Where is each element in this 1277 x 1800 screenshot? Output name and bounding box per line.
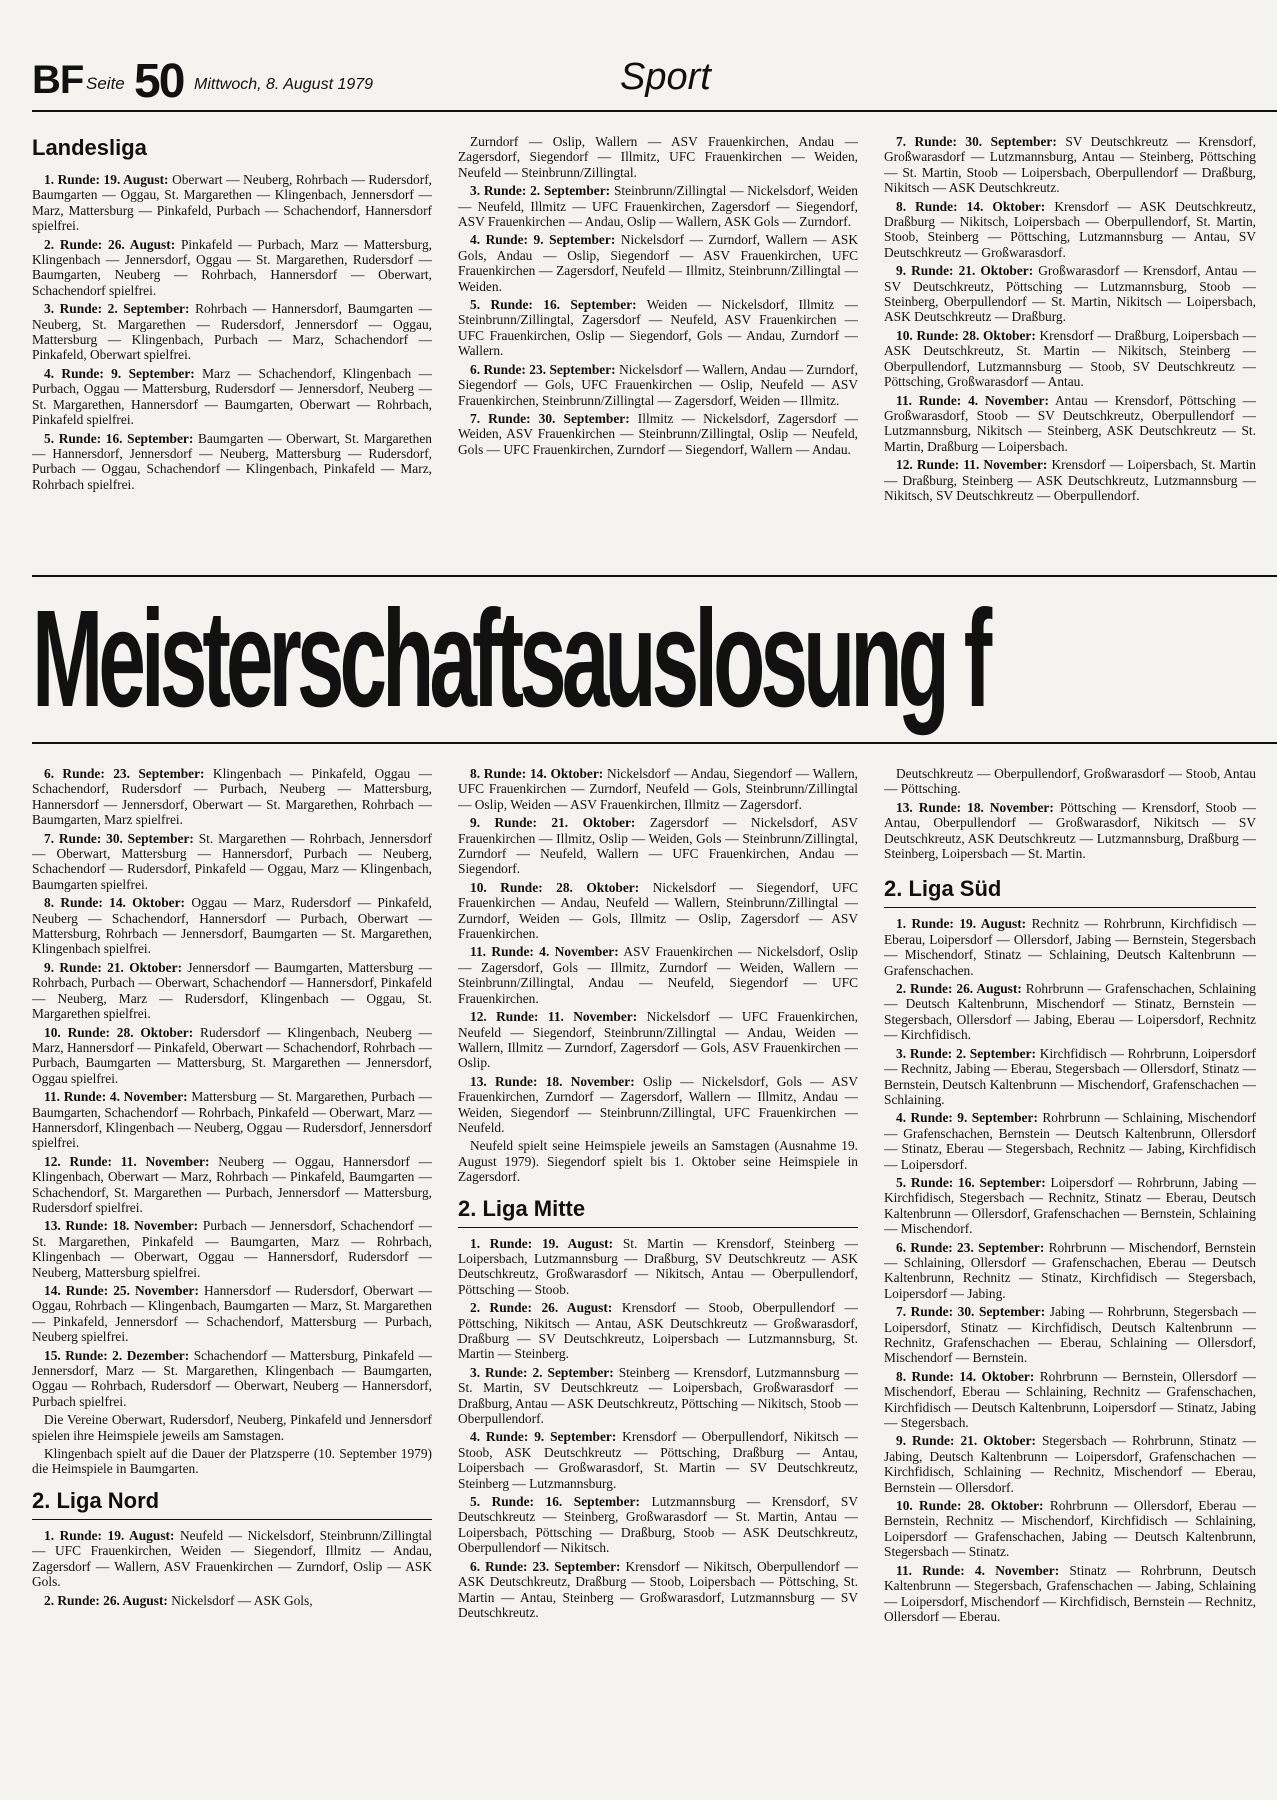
round-label: 6. Runde: 23. September: bbox=[896, 1239, 1045, 1255]
fixture-round bbox=[32, 1089, 432, 1151]
fixture-round bbox=[32, 366, 432, 428]
mitte-sued-column bbox=[884, 766, 1256, 1786]
round-label: 1. Runde: 19. August: bbox=[44, 172, 169, 187]
round-label: 5. Runde: 16. September: bbox=[470, 1494, 640, 1510]
round-label: 13. Runde: 18. November: bbox=[896, 799, 1054, 815]
round-label: 4. Runde: 9. September: bbox=[470, 232, 616, 248]
round-label: 4. Runde: 9. September: bbox=[44, 365, 195, 381]
round-fixtures: Weiden — Nickelsdorf, Illmitz — Steinbrunn/Zillingtal, Zagersdorf — Neufeld, ASV Frauenkirchen — UFC Frauenkirchen, Oslip — Siegendorf, Gols — Andau, Zurndorf — Wallern. bbox=[458, 297, 858, 359]
fixture-round bbox=[32, 1025, 432, 1087]
fixture-round bbox=[32, 431, 432, 493]
liga-nord-heading: 2. Liga Nord bbox=[32, 1487, 432, 1520]
round-fixtures: Krensdorf — Oberpullendorf, Nikitsch — Stoob, ASK Deutschkreutz — Pöttsching, Draßburg — Antau, Loipersbach — Großwarasdorf, St. Martin — SV Deutschkreutz, Steinberg — Lutzmannsburg. bbox=[458, 1429, 858, 1491]
round-fixtures: Rohrbrunn — Ollersdorf, Eberau — Bernstein, Rechnitz — Mischendorf, Kirchfidisch — Schlaining, Loipersdorf — Grafenschachen, Jabing — Deutsch Kaltenbrunn, Stegersbach — Stinatz. bbox=[884, 1498, 1256, 1560]
round-fixtures: Mattersburg — St. Margarethen, Purbach — Baumgarten, Schachendorf — Rohrbach, Pinkafeld — Oberwart, Marz — Hannersdorf, Klingenbach — Neuberg, Oggau — Rudersdorf, Jennersdorf spielfrei. bbox=[32, 1089, 432, 1151]
fixture-round bbox=[884, 1563, 1256, 1625]
round-label: 4. Runde: 9. September: bbox=[896, 1110, 1038, 1126]
nord-column-top bbox=[458, 134, 858, 556]
fixture-round bbox=[458, 1009, 858, 1071]
round-fixtures: Krensdorf — ASK Deutschkreutz, Draßburg — Nikitsch, Loipersbach — Oberpullendorf, St. Martin, Stoob, Steinberg — Pöttsching, Lutzmannsburg — Antau, SV Deutschkreutz — Großwarasdorf. bbox=[884, 198, 1256, 260]
liga-sued-heading: 2. Liga Süd bbox=[884, 875, 1256, 908]
fixture-round bbox=[884, 393, 1256, 455]
round-fixtures: Zagersdorf — Nickelsdorf, ASV Frauenkirchen — Illmitz, Oslip — Weiden, Gols — Steinbrunn/Zillingtal, Zurndorf — Neufeld, Wallern — UFC Frauenkirchen, Andau — Siegendorf. bbox=[458, 815, 858, 877]
round-label: 2. Runde: 26. August: bbox=[44, 1592, 168, 1608]
nord-rounds-top bbox=[458, 134, 858, 457]
round-fixtures: Großwarasdorf — Krensdorf, Antau — SV Deutschkreutz, Pöttsching — Lutzmannsburg, Stoob — Steinberg, Oberpullendorf — St. Martin, Nikitsch — Loipersbach, ASK Deutschkreutz — Draßburg. bbox=[884, 263, 1256, 325]
round-fixtures: St. Martin — Krensdorf, Steinberg — Loipersbach, Lutzmannsburg — Draßburg, SV Deutschkreutz — ASK Deutschkreutz, Großwarasdorf — Nikitsch, Antau — Oberpullendorf, Pöttsching — Stoob. bbox=[458, 1235, 858, 1297]
round-fixtures: Baumgarten — Oberwart, St. Margarethen — Hannersdorf, Jennersdorf — Neuberg, Mattersburg — Rudersdorf, Purbach — Oggau, Schachendorf — Klingenbach, Pinkafeld — Marz, Rohrbach spielfrei. bbox=[32, 430, 432, 492]
round-fixtures: Nickelsdorf — ASK Gols, bbox=[171, 1592, 313, 1608]
round-label: 5. Runde: 16. September: bbox=[44, 430, 194, 446]
headline: Meisterschaftsauslosung f bbox=[32, 584, 988, 736]
round-label: 7. Runde: 30. September: bbox=[44, 830, 194, 846]
fixture-round bbox=[32, 1348, 432, 1410]
round-fixtures: Rohrbach — Hannersdorf, Baumgarten — Neuberg, St. Margarethen — Rudersdorf, Jennersdorf — Oggau, Mattersburg — Klingenbach, Purbach — Marz, Schachendorf — Pinkafeld, Oberwart spielfrei. bbox=[32, 301, 432, 363]
fixture-round bbox=[884, 916, 1256, 978]
fixture-round bbox=[458, 1138, 858, 1184]
round-label: 6. Runde: 23. September: bbox=[44, 766, 205, 781]
round-fixtures: ASV Frauenkirchen — Nickelsdorf, Oslip — Zagersdorf, Gols — Illmitz, Zurndorf — Weiden, Wallern — Steinbrunn/Zillingtal, Andau — Neufeld, Siegendorf — UFC Frauenkirchen. bbox=[458, 944, 858, 1006]
fixture-round bbox=[884, 1110, 1256, 1172]
fixture-round bbox=[884, 457, 1256, 503]
page-number: 50 bbox=[134, 55, 184, 108]
fixture-round bbox=[884, 1369, 1256, 1431]
fixture-round bbox=[458, 1429, 858, 1491]
fixture-round bbox=[884, 263, 1256, 325]
fixture-round bbox=[884, 1046, 1256, 1108]
fixture-round bbox=[884, 1304, 1256, 1366]
fixture-round bbox=[32, 1412, 432, 1443]
round-label: 4. Runde: 9. September: bbox=[470, 1429, 617, 1445]
round-label: 7. Runde: 30. September: bbox=[896, 1304, 1046, 1320]
round-fixtures: Klingenbach spielt auf die Dauer der Platzsperre (10. September 1979) die Heimspiele in Baumgarten. bbox=[32, 1446, 432, 1477]
round-label: 9. Runde: 21. Oktober: bbox=[896, 263, 1034, 279]
mitte-rounds-bottom bbox=[458, 1236, 858, 1621]
round-label: 1. Runde: 19. August: bbox=[896, 916, 1027, 932]
round-fixtures: Neuberg — Oggau, Hannersdorf — Klingenbach, Oberwart — Marz, Rohrbach — Pinkafeld, Baumgarten — Schachendorf, St. Margarethen — Purbach, Jennersdorf — Mattersburg, Rudersdorf spielfrei. bbox=[32, 1153, 432, 1215]
round-fixtures: Zurndorf — Oslip, Wallern — ASV Frauenkirchen, Andau — Zagersdorf, Siegendorf — Illmitz, UFC Frauenkirchen — Weiden, Neufeld — Steinbrunn/Zillingtal. bbox=[458, 134, 858, 180]
round-fixtures: Rohrbrunn — Bernstein, Ollersdorf — Mischendorf, Eberau — Schlaining, Rechnitz — Grafenschachen, Kirchfidisch — Deutsch Kaltenbrunn, Loipersdorf — Stinatz, Jabing — Stegersbach. bbox=[884, 1368, 1256, 1431]
round-fixtures: Illmitz — Nickelsdorf, Zagersdorf — Weiden, ASV Frauenkirchen — Steinbrunn/Zillingtal, Oslip — Neufeld, Gols — UFC Frauenkirchen, Zurndorf — Siegendorf, Wallern — Andau. bbox=[458, 410, 858, 457]
headline-rule-top bbox=[32, 575, 1277, 577]
fixture-round bbox=[884, 1433, 1256, 1495]
newspaper-logo: BF bbox=[32, 58, 84, 102]
fixture-round bbox=[458, 1236, 858, 1298]
round-label: 11. Runde: 4. November: bbox=[896, 1562, 1060, 1578]
round-label: 9. Runde: 21. Oktober: bbox=[44, 959, 183, 975]
mitte-rounds-end bbox=[884, 766, 1256, 861]
fixture-round bbox=[458, 1074, 858, 1136]
round-fixtures: Stinatz — Rohrbrunn, Deutsch Kaltenbrunn — Stegersbach, Grafenschachen — Jabing, Schlaining — Loipersdorf, Mischendorf — Kirchfidisch, Bernstein — Rechnitz, Ollersdorf — Eberau. bbox=[884, 1562, 1256, 1624]
round-label: 2. Runde: 26. August: bbox=[896, 981, 1022, 997]
round-fixtures: Lutzmannsburg — Krensdorf, SV Deutschkreutz — Steinberg, Großwarasdorf — St. Martin, Antau — Loipersbach, Pöttsching — Draßburg, Stoob — ASK Deutschkreutz, Oberpullendorf — Nikitsch. bbox=[458, 1494, 858, 1556]
round-fixtures: Neufeld — Nickelsdorf, Steinbrunn/Zillingtal — UFC Frauenkirchen, Weiden — Siegendorf, Illmitz — Andau, Zagersdorf — Wallern, ASV Frauenkirchen — Zurndorf, Oslip — ASK Gols. bbox=[32, 1527, 432, 1590]
round-fixtures: Oslip — Nickelsdorf, Gols — ASV Frauenkirchen, Zurndorf — Zagersdorf, Wallern — Illmitz, Andau — Weiden, Siegendorf — Steinbrunn/Zillingtal, UFC Frauenkirchen — Neufeld. bbox=[458, 1073, 858, 1135]
round-fixtures: Marz — Schachendorf, Klingenbach — Purbach, Oggau — Mattersburg, Rudersdorf — Jennersdorf, Neuberg — St. Margarethen, Hannersdorf — Baumgarten, Oberwart — Rohrbach, Pinkafeld spielfrei. bbox=[32, 365, 432, 428]
round-fixtures: Krensdorf — Nikitsch, Oberpullendorf — ASK Deutschkreutz, Draßburg — Stoob, Loipersbach — Pöttsching, St. Martin — Antau, Steinberg — Großwarasdorf, Lutzmannsburg — SV Deutschkreutz. bbox=[458, 1558, 858, 1620]
round-label: 14. Runde: 25. November: bbox=[44, 1283, 199, 1298]
round-fixtures: Rohrbrunn — Mischendorf, Bernstein — Schlaining, Ollersdorf — Grafenschachen, Eberau — Deutsch Kaltenbrunn, Rechnitz — Stinatz, Kirchfidisch — Stegersbach, Loipersdorf — Jabing. bbox=[884, 1239, 1256, 1301]
round-label: 6. Runde: 23. September: bbox=[470, 361, 616, 377]
fixture-round bbox=[32, 960, 432, 1022]
fixture-round bbox=[32, 172, 432, 234]
round-label: 10. Runde: 28. Oktober: bbox=[44, 1024, 194, 1040]
mitte-column-top bbox=[884, 134, 1256, 556]
landesliga-rounds-bottom bbox=[32, 766, 432, 1477]
round-fixtures: St. Margarethen — Rohrbach, Jennersdorf — Oberwart, Mattersburg — Hannersdorf, Purbach — Neuberg, Schachendorf — Rudersdorf, Pinkafeld — Oggau, Marz — Klingenbach, Baumgarten spielfrei. bbox=[32, 830, 432, 892]
round-fixtures: Oggau — Marz, Rudersdorf — Pinkafeld, Neuberg — Schachendorf, Hannersdorf — Purbach, Oberwart — Mattersburg, Rohrbach — Jennersdorf, Baumgarten — St. Margarethen, Klingenbach spielfrei. bbox=[32, 895, 432, 957]
round-fixtures: Nickelsdorf — Zurndorf, Wallern — ASK Gols, Andau — Oslip, Siegendorf — ASV Frauenkirchen, UFC Frauenkirchen — Zagersdorf, Neufeld — Illmitz, Steinbrunn/Zillingtal — Weiden. bbox=[458, 232, 858, 294]
fixture-round bbox=[32, 1528, 432, 1590]
fixture-round bbox=[32, 1218, 432, 1280]
fixture-round bbox=[884, 800, 1256, 862]
round-label: 1. Runde: 19. August: bbox=[44, 1527, 175, 1543]
fixture-round bbox=[458, 1494, 858, 1556]
fixture-round bbox=[458, 815, 858, 877]
round-fixtures: Nickelsdorf — Wallern, Andau — Zurndorf, Siegendorf — Gols, UFC Frauenkirchen — Oslip, Neufeld — ASV Frauenkirchen, Steinbrunn/Zillingtal — Zagersdorf, Weiden — Illmitz. bbox=[458, 361, 858, 408]
fixture-round bbox=[884, 134, 1256, 196]
headline-rule-bottom bbox=[32, 742, 1277, 744]
round-fixtures: Antau — Krensdorf, Pöttsching — Großwarasdorf, Stoob — SV Deutschkreutz, Oberpullendorf — Lutzmannsburg, Nikitsch — Steinberg, ASK Deutschkreutz — St. Martin, Draßburg — Loipersbach. bbox=[884, 392, 1256, 454]
round-fixtures: Oberwart — Neuberg, Rohrbach — Rudersdorf, Baumgarten — Oggau, St. Margarethen — Klingenbach, Jennersdorf — Marz, Mattersburg — Pinkafeld, Purbach — Schachendorf, Hannersdorf spielfrei. bbox=[32, 172, 432, 234]
round-label: 7. Runde: 30. September: bbox=[470, 410, 630, 426]
round-fixtures: Pinkafeld — Purbach, Marz — Mattersburg, Klingenbach — Jennersdorf, Oggau — St. Margarethen, Rudersdorf — Baumgarten, Neuberg — Rohrbach, Hannersdorf — Oberwart, Schachendorf spielfrei. bbox=[32, 236, 432, 298]
round-fixtures: Klingenbach — Pinkafeld, Oggau — Schachendorf, Rudersdorf — Purbach, Neuberg — Mattersburg, Hannersdorf — Jennersdorf, Oberwart — St. Margarethen, Rohrbach — Baumgarten, Marz spielfrei. bbox=[32, 766, 432, 828]
round-label: 10. Runde: 28. Oktober: bbox=[470, 879, 640, 895]
nord-rounds-bottom bbox=[458, 766, 858, 1185]
round-fixtures: Krensdorf — Loipersbach, St. Martin — Draßburg, Steinberg — ASK Deutschkreutz, Lutzmannsburg — Nikitsch, SV Deutschkreutz — Oberpullendorf. bbox=[884, 457, 1256, 503]
round-label: 8. Runde: 14. Oktober: bbox=[896, 198, 1046, 214]
round-label: 3. Runde: 2. September: bbox=[44, 301, 190, 317]
landesliga-column-top bbox=[32, 134, 432, 556]
round-label: 8. Runde: 14. Oktober: bbox=[896, 1368, 1035, 1384]
round-label: 6. Runde: 23. September: bbox=[470, 1558, 621, 1574]
round-label: 13. Runde: 18. November: bbox=[470, 1073, 635, 1089]
round-label: 5. Runde: 16. September: bbox=[896, 1174, 1046, 1190]
round-label: 9. Runde: 21. Oktober: bbox=[470, 815, 636, 831]
round-label: 10. Runde: 28. Oktober: bbox=[896, 327, 1036, 343]
round-fixtures: Jabing — Rohrbrunn, Stegersbach — Loipersdorf, Stinatz — Kirchfidisch, Deutsch Kaltenbrunn — Rechnitz, Grafenschachen — Eberau, Schlaining — Ollersdorf, Mischendorf — Bernstein. bbox=[884, 1304, 1256, 1366]
round-fixtures: Purbach — Jennersdorf, Schachendorf — St. Margarethen, Pinkafeld — Baumgarten, Marz — Rohrbach, Klingenbach — Oberwart, Oggau — Hannersdorf, Rudersdorf — Neuberg, Mattersburg spielfrei. bbox=[32, 1218, 432, 1280]
fixture-round bbox=[458, 944, 858, 1006]
round-label: 1. Runde: 19. August: bbox=[470, 1235, 614, 1251]
round-label: 3. Runde: 2. September: bbox=[470, 1364, 614, 1380]
mitte-rounds-top bbox=[884, 134, 1256, 503]
fixture-round bbox=[32, 766, 432, 828]
fixture-round bbox=[458, 880, 858, 942]
round-fixtures: Kirchfidisch — Rohrbrunn, Loipersdorf — Rechnitz, Jabing — Eberau, Stegersbach — Ollersdorf, Stinatz — Bernstein, Deutsch Kaltenbrunn — Mischendorf, Grafenschachen — Schlaining. bbox=[884, 1045, 1256, 1107]
fixture-round bbox=[884, 1498, 1256, 1560]
fixture-round bbox=[884, 328, 1256, 390]
round-label: 12. Runde: 11. November: bbox=[470, 1009, 638, 1025]
round-fixtures: Rohrbrunn — Schlaining, Mischendorf — Grafenschachen, Bernstein — Deutsch Kaltenbrunn, Ollersdorf — Stinatz, Eberau — Stegersbach, Rechnitz — Jabing, Kirchfidisch — Loipersdorf. bbox=[884, 1110, 1256, 1172]
fixture-round bbox=[32, 1446, 432, 1477]
fixture-round bbox=[458, 1365, 858, 1427]
fixture-round bbox=[458, 411, 858, 457]
round-label: 2. Runde: 26. August: bbox=[44, 236, 176, 252]
round-fixtures: Schachendorf — Mattersburg, Pinkafeld — Jennersdorf, Marz — St. Margarethen, Klingenbach — Baumgarten, Oggau — Rohrbach, Rudersdorf — Oberwart, Neuberg — Hannersdorf, Purbach spielfrei. bbox=[32, 1347, 432, 1409]
fixture-round bbox=[884, 766, 1256, 797]
issue-date: Mittwoch, 8. August 1979 bbox=[194, 76, 374, 93]
round-label: 5. Runde: 16. September: bbox=[470, 297, 637, 313]
round-label: 12. Runde: 11. November: bbox=[896, 457, 1048, 473]
fixture-round bbox=[32, 237, 432, 299]
round-label: 8. Runde: 14. Oktober: bbox=[44, 895, 185, 911]
page-header bbox=[32, 52, 1277, 112]
fixture-round bbox=[458, 232, 858, 294]
round-fixtures: Die Vereine Oberwart, Rudersdorf, Neuberg, Pinkafeld und Jennersdorf spielen ihre Heimspiele jeweils am Samstagen. bbox=[32, 1412, 432, 1443]
fixture-round bbox=[884, 1240, 1256, 1302]
landesliga-heading: Landesliga bbox=[32, 135, 147, 160]
nord-rounds-start bbox=[32, 1528, 432, 1608]
fixture-round bbox=[458, 297, 858, 359]
liga-mitte-heading: 2. Liga Mitte bbox=[458, 1195, 858, 1228]
fixture-round bbox=[458, 1300, 858, 1362]
nord-mitte-column bbox=[458, 766, 858, 1786]
fixture-round bbox=[32, 1283, 432, 1345]
round-label: 10. Runde: 28. Oktober: bbox=[896, 1498, 1044, 1514]
round-fixtures: Rechnitz — Rohrbrunn, Kirchfidisch — Eberau, Loipersdorf — Ollersdorf, Jabing — Bernstein, Stegersbach — Mischendorf, Stinatz — Schlaining, Deutsch Kaltenbrunn — Grafenschachen. bbox=[884, 916, 1256, 978]
round-fixtures: Stegersbach — Rohrbrunn, Stinatz — Jabing, Deutsch Kaltenbrunn — Loipersdorf, Grafenschachen — Kirchfidisch, Schlaining — Rechnitz, Mischendorf — Eberau, Bernstein — Ollersdorf. bbox=[884, 1433, 1256, 1495]
round-fixtures: Krensdorf — Draßburg, Loipersbach — ASK Deutschkreutz, St. Martin — Nikitsch, Steinberg — Oberpullendorf, Lutzmannsburg — Stoob, SV Deutschkreutz — Pöttsching, Großwarasdorf — Antau. bbox=[884, 327, 1256, 390]
section-title: Sport bbox=[620, 56, 711, 98]
round-label: 15. Runde: 2. Dezember: bbox=[44, 1347, 190, 1363]
round-fixtures: Nickelsdorf — UFC Frauenkirchen, Neufeld — Siegendorf, Steinbrunn/Zillingtal — Andau, Weiden — Wallern, Illmitz — Zurndorf, Zagersdorf — Gols, ASV Frauenkirchen — Oslip. bbox=[458, 1009, 858, 1071]
round-fixtures: Neufeld spielt seine Heimspiele jeweils an Samstagen (Ausnahme 19. August 1979). Siegendorf spielt bis 1. Oktober seine Heimspiele in Zagersdorf. bbox=[458, 1138, 858, 1185]
round-label: 13. Runde: 18. November: bbox=[44, 1218, 199, 1234]
sued-rounds bbox=[884, 916, 1256, 1624]
round-fixtures: Nickelsdorf — Siegendorf, UFC Frauenkirchen — Andau, Neufeld — Wallern, Steinbrunn/Zillingtal — Zurndorf, Weiden — Gols, Illmitz — Oslip, Zagersdorf — ASV Frauenkirchen. bbox=[458, 879, 858, 942]
fixture-round bbox=[458, 134, 858, 180]
round-fixtures: Steinbrunn/Zillingtal — Nickelsdorf, Weiden — Neufeld, Illmitz — UFC Frauenkirchen, Zagersdorf — Siegendorf, ASV Frauenkirchen — Andau, Oslip — Wallern, ASK Gols — Zurndorf. bbox=[458, 183, 858, 230]
round-fixtures: Hannersdorf — Rudersdorf, Oberwart — Oggau, Rohrbach — Klingenbach, Baumgarten — Marz, St. Margarethen — Pinkafeld, Jennersdorf — Schachendorf, Mattersburg — Purbach, Neuberg spielfrei. bbox=[32, 1283, 432, 1345]
round-fixtures: Loipersdorf — Rohrbrunn, Jabing — Kirchfidisch, Stegersbach — Rechnitz, Stinatz — Eberau, Deutsch Kaltenbrunn — Ollersdorf, Grafenschachen — Bernstein, Schlaining — Mischendorf. bbox=[884, 1174, 1256, 1237]
fixture-round bbox=[884, 1175, 1256, 1237]
round-fixtures: Krensdorf — Stoob, Oberpullendorf — Pöttsching, Nikitsch — Antau, ASK Deutschkreutz — Großwarasdorf, Draßburg — SV Deutschkreutz, Loipersbach — Lutzmannsburg, St. Martin — Steinberg. bbox=[458, 1300, 858, 1362]
round-label: 3. Runde: 2. September: bbox=[896, 1045, 1036, 1061]
landesliga-rounds-top bbox=[32, 172, 432, 492]
fixture-round bbox=[32, 1593, 432, 1608]
fixture-round bbox=[32, 301, 432, 363]
round-fixtures: Rudersdorf — Klingenbach, Neuberg — Marz, Hannersdorf — Pinkafeld, Oberwart — Schachendorf, Rohrbach — Purbach, Baumgarten — Mattersburg, St. Margarethen — Jennersdorf, Oggau spielfrei. bbox=[32, 1024, 432, 1086]
round-label: 12. Runde: 11. November: bbox=[44, 1153, 210, 1169]
landesliga-column-bottom bbox=[32, 766, 432, 1786]
round-fixtures: Deutschkreutz — Oberpullendorf, Großwarasdorf — Stoob, Antau — Pöttsching. bbox=[884, 766, 1256, 797]
round-fixtures: Nickelsdorf — Andau, Siegendorf — Wallern, UFC Frauenkirchen — Zurndorf, Neufeld — Gols, Steinbrunn/Zillingtal — Oslip, Weiden — ASV Frauenkirchen, Illmitz — Zagersdorf. bbox=[458, 766, 858, 812]
fixture-round bbox=[458, 766, 858, 812]
fixture-round bbox=[32, 895, 432, 957]
round-label: 11. Runde: 4. November: bbox=[896, 392, 1049, 408]
round-label: 2. Runde: 26. August: bbox=[470, 1300, 613, 1316]
fixture-round bbox=[458, 183, 858, 229]
round-label: 8. Runde: 14. Oktober: bbox=[470, 766, 604, 781]
page-label: Seite bbox=[86, 74, 125, 93]
round-label: 7. Runde: 30. September: bbox=[896, 134, 1057, 149]
fixture-round bbox=[884, 199, 1256, 261]
round-label: 11. Runde: 4. November: bbox=[470, 944, 619, 960]
round-fixtures: Rohrbrunn — Grafenschachen, Schlaining — Deutsch Kaltenbrunn, Mischendorf — Stinatz, Bernstein — Stegersbach, Ollersdorf — Jabing, Eberau — Loipersdorf, Rechnitz — Kirchfidisch. bbox=[884, 981, 1256, 1043]
round-label: 9. Runde: 21. Oktober: bbox=[896, 1433, 1036, 1449]
fixture-round bbox=[458, 1559, 858, 1621]
round-fixtures: SV Deutschkreutz — Krensdorf, Großwarasdorf — Lutzmannsburg, Antau — Steinberg, Pöttsching — St. Martin, Stoob — Loipersbach, Oberpullendorf — Draßburg, Nikitsch — ASK Deutschkreutz. bbox=[884, 134, 1256, 196]
round-label: 11. Runde: 4. November: bbox=[44, 1089, 188, 1105]
round-fixtures: Steinberg — Krensdorf, Lutzmannsburg — St. Martin, SV Deutschkreutz — Loipersbach, Großwarasdorf — Draßburg, Antau — ASK Deutschkreutz, Pöttsching — Nikitsch, Stoob — Oberpullendorf. bbox=[458, 1364, 858, 1427]
fixture-round bbox=[458, 362, 858, 408]
round-label: 3. Runde: 2. September: bbox=[470, 183, 611, 199]
fixture-round bbox=[884, 981, 1256, 1043]
fixture-round bbox=[32, 1154, 432, 1216]
round-fixtures: Pöttsching — Krensdorf, Stoob — Antau, Oberpullendorf — Großwarasdorf, Nikitsch — SV Deutschkreutz, ASK Deutschkreutz — Lutzmannsburg, Draßburg — Steinberg, Loipersbach — St. Martin. bbox=[884, 799, 1256, 862]
fixture-round bbox=[32, 831, 432, 893]
round-fixtures: Jennersdorf — Baumgarten, Mattersburg — Rohrbach, Purbach — Oberwart, Schachendorf — Hannersdorf, Pinkafeld — Neuberg, Marz — Rudersdorf, Klingenbach — Oggau, St. Margarethen spielfrei. bbox=[32, 959, 432, 1022]
